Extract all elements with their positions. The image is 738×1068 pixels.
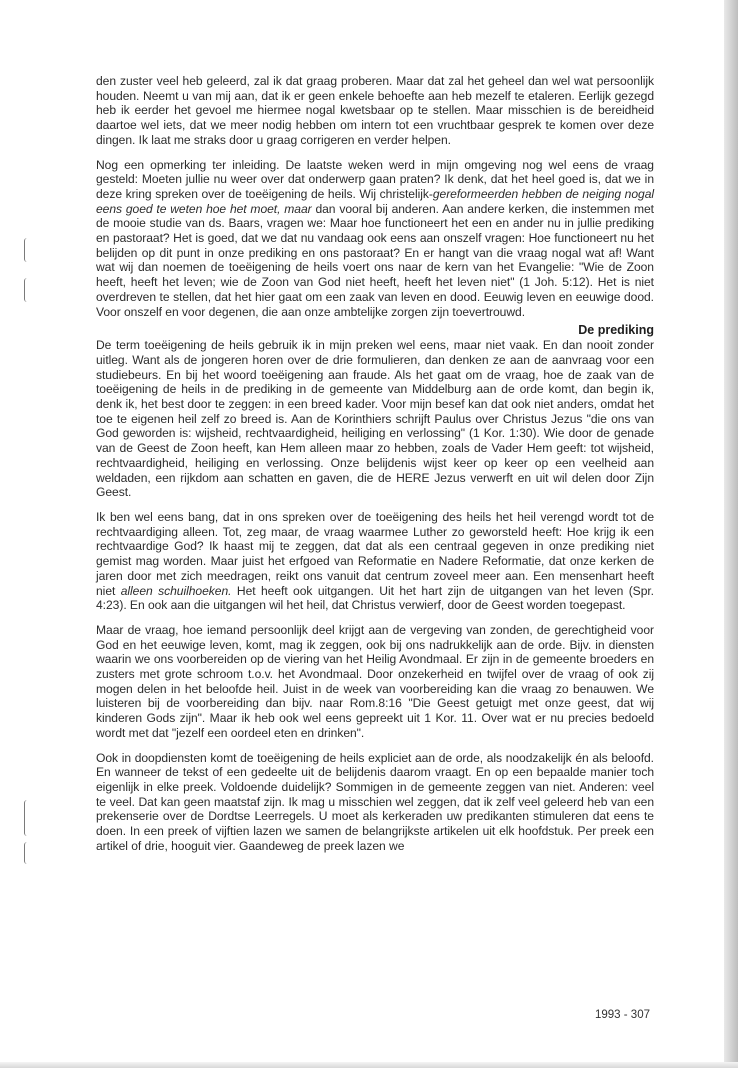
binding-hole-mark [24, 800, 31, 836]
page-edge-shadow [724, 0, 738, 1068]
paragraph-italic-text: alleen schuilhoeken. [120, 583, 232, 598]
page-number: 1993 - 307 [595, 1009, 650, 1021]
binding-hole-mark [24, 842, 31, 864]
paragraph-doopdiensten: Ook in doopdiensten komt de toeëigening de heils expliciet aan de orde, als noodzakelijk én als beloofd. En wanneer de tekst of een gedeelte uit de belijdenis daarom vraagt. En op een bepaalde manier toch eigenlijk in elke preek. Voldoende duidelijk? Sommigen in de gemeente zeggen van niet. Anderen: veel te veel. Dat kan geen maatstaf zijn. Ik mag u misschien wel zeggen, dat ik zelf veel geleerd heb van een prekenserie over de Dordtse Leerregels. U moet als kerkeraden uw predikanten stimuleren dat eens te doen. In een preek of vijftien lazen we samen de belangrijkste artikelen uit elk hoofdstuk. Per preek een artikel of drie, hooguit vier. Gaandeweg de preek lazen we [96, 750, 654, 853]
paragraph-text: Ik ben wel eens bang, dat in ons spreken over de toeëigening des heils het heil verengd wordt tot de rechtvaardiging alleen. Tot, zeg maar, de vraag waarmee Luther zo geworsteld heeft: Hoe krijg ik een rechtvaardige God? Ik haast mij te zeggen, dat dat als een centraal gegeven in onze prediking niet gemist mag worden. Maar juist het erfgoed van Reformatie en Nadere Reformatie, dat onze kerken de jaren door met zich meedragen, reikt ons vanuit dat centrum zoveel meer aan. Een mensenhart heeft niet [96, 509, 654, 598]
paragraph-text: dan vooral bij anderen. Aan andere kerken, die instemmen met de mooie studie van ds. Baars, vragen we: Maar hoe functioneert het een en ander nu in jullie prediking en pastoraat? Het is goed, dat we dat nu vandaag ook eens aan onszelf vragen: Hoe functioneert nu het belijden op dit punt in onze prediking en ons pastoraat? En er hangt van die vraag nogal wat af! Want wat wij dan noemen de toeëigening de heils voert ons naar de kern van het Evangelie: "Wie de Zoon heeft, heeft het leven; wie de Zoon van God niet heeft, heeft het leven niet" (1 Joh. 5:12). Het is niet overdreven te stellen, dat het hier gaat om een zaak van leven en dood. Eeuwig leven en eeuwige dood. Voor onszelf en voor degenen, die aan onze ambtelijke zorgen zijn toevertrouwd. [96, 201, 654, 319]
paragraph-avondmaal: Maar de vraag, hoe iemand persoonlijk deel krijgt aan de vergeving van zonden, de gerechtigheid voor God en het eeuwige leven, komt, mag ik zeggen, ook bij ons nadrukkelijk aan de orde. Bijv. in diensten waarin we ons voorbereiden op de viering van het Heilig Avondmaal. Er zijn in de gemeente broeders en zusters met grote schroom t.o.v. het Avondmaal. Door onzekerheid en twijfel over de vraag of ook zij mogen delen in het beloofde heil. Juist in de week van voorbereiding kan die vraag zo benauwen. We luisteren bij de voorbereiding dan bijv. naar Rom.8:16 "Die Geest getuigt met onze geest, dat wij kinderen Gods zijn". Maar ik heb ook wel eens gepreekt uit 1 Kor. 11. Over wat er nu precies bedoeld wordt met dat "jezelf een oordeel eten en drinken". [96, 622, 654, 740]
paragraph-text: Het heeft ook uitgangen. Uit het hart zijn de uitgangen van het leven (Spr. 4:23). En ook aan die uitgangen wil het heil, dat Christus verwierf, door de Geest worden toegepast. [96, 583, 654, 613]
section-heading: De prediking [578, 323, 654, 338]
paragraph-text: Nog een opmerking ter inleiding. De laatste weken werd in mijn omgeving nog wel eens de vraag gesteld: Moeten jullie nu weer over dat onderwerp gaan praten? Ik denk, dat het heel goed is, dat we in deze kring spreken over de toeëigening de heils. Wij christelijk- [96, 157, 654, 201]
paragraph-opmerking [96, 158, 654, 320]
binding-hole-mark [24, 238, 31, 262]
paragraph-intro-continued: den zuster veel heb geleerd, zal ik dat graag proberen. Maar dat zal het geheel dan wel wat persoonlijk houden. Neemt u van mij aan, dat ik er geen enkele behoefte aan heb mezelf te etaleren. Eerlijk gezegd heb ik eerder het gevoel me hiermee nogal kwetsbaar op te stellen. Maar misschien is de bereidheid daartoe wel iets, dat we meer nodig hebben om intern tot een vruchtbaar gesprek te komen over deze dingen. Ik laat me straks door u graag corrigeren en verder helpen. [96, 74, 654, 147]
paragraph-term: De term toeëigening de heils gebruik ik in mijn preken wel eens, maar niet vaak. En dan nooit zonder uitleg. Want als de jongeren horen over de drie formulieren, dan denken ze aan de aanvraag voor een studiebeurs. En bij het woord toeëigening aan fraude. Als het gaat om de vraag, hoe de zaak van de toeëigening de heils in de prediking in de gemeente van Middelburg aan de orde komt, dan begin ik, denk ik, het best door te zeggen: in een breed kader. Voor mijn besef kan dat ook niet anders, omdat het toe te eigenen heil zelf zo breed is. Aan de Korinthiers schrijft Paulus over Christus Jezus "die ons van God geworden is: wijsheid, rechtvaardigheid, heiliging en verlossing" (1 Kor. 1:30). Wie door de genade van de Geest de Zoon heeft, kan Hem alleen maar zo hebben, zoals de Vader Hem geeft: tot wijsheid, rechtvaardigheid, heiliging en verlossing. Onze belijdenis wijst keer op keer op een veelheid aan weldaden, een rijkdom aan schatten en gaven, die de HERE Jezus verwerft en uit wil delen door Zijn Geest. [96, 338, 654, 500]
paragraph-italic-text: gereformeerden hebben de neiging nogal eens goed te weten hoe het moet, maar [96, 186, 655, 216]
paragraph-rechtvaardiging [96, 510, 654, 613]
page-bottom-edge [0, 1062, 738, 1068]
article-body [96, 74, 654, 863]
binding-hole-mark [24, 278, 31, 302]
